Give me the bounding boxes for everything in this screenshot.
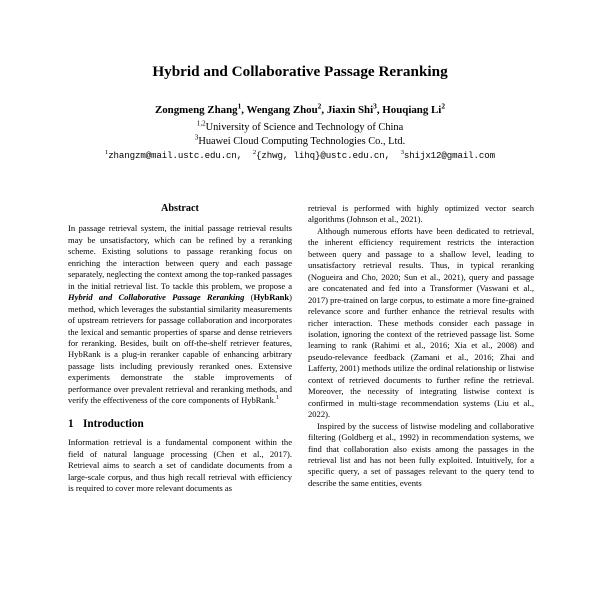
column-right [308,203,534,489]
abstract-heading: Abstract [161,203,199,214]
affiliation-list [0,121,600,148]
author-affiliation-marker: 2 [441,101,446,111]
email-address[interactable]: shijx12@gmail.com [403,150,495,161]
email-marker: 2 [252,148,257,156]
affiliation-item [0,135,600,149]
page-title: Hybrid and Collaborative Passage Reranking [152,63,448,80]
affiliation-name: University of Science and Technology of China [205,122,404,133]
author-name: Wengang Zhou [246,104,318,116]
section-heading-introduction [68,419,292,430]
affiliation-marker: 1,2 [196,119,206,128]
affiliation-name: Huawei Cloud Computing Technologies Co., Ltd. [198,135,406,147]
author-name: Zongmeng Zhang [154,104,238,116]
abstract-method-name-italic: Hybrid and Collaborative Passage Reranking [68,292,245,303]
email-marker: 1 [105,148,109,156]
section-number: 1 [68,417,74,430]
intro-paragraph-2: Although numerous efforts have been dedicated to retrieval, the inherent efficiency requirement restricts the interaction between query and passage to a shallow level, leading to unsatisfactory retrieval results. Thus, in typical reranking (Nogueira and Cho, 2020; Sun et al., 2021), query and passage are concatenated and fed into a Transformer (Vaswani et al., 2017) pre-trained on large corpus, to estimate a more fine-grained relevance score and further enhance the retrieval results with richer interaction. These methods consider each passage in isolation, ignoring the context of the retrieved passage list. Some learning to rank (Rahimi et al., 2016; Xia et al., 2008) and pseudo-relevance feedback (Zamani et al., 2016; Zhai and Lafferty, 2001) methods utilize the ordinal relationship or listwise context of retrieved documents to further refine the retrieval. Moreover, the necessity of integrating listwise context is confirmed in multi-stage recommendation systems (Liu et al., 2022). [308,225,534,420]
email-list [0,149,600,162]
abstract-body [68,223,292,406]
section-title: Introduction [83,417,144,430]
affiliation-marker: 3 [194,133,199,142]
affiliation-item [0,121,600,135]
abstract-text-part2: ( [244,292,254,303]
email-address[interactable]: {zhwg, lihq}@ustc.edu.cn, [256,150,390,161]
intro-paragraph-3: Inspired by the success of listwise modeling and collaborative filtering (Goldberg et al., 1992) in recommendation systems, we find that collaboration also exists among the passages in the retrieval list and has not been fully exploited. Intuitively, for a specific query, a set of passages relevant to the query tend to describe the same entities, events [308,420,534,488]
author-affiliation-marker: 3 [373,101,377,111]
abstract-text-part3: ) method, which leverages the substantial similarity measurements of upstream retrievers for passage collaboration and incorporates the lexical and semantic properties of sparse and dense retrievers for reranking. Besides, built on off-the-shelf retriever features, HybRank is a plug-in reranker capable of enhancing arbitrary passage lists including previously reranked ones. Extensive experiments demonstrate the stable improvements of performance over prevalent retrieval and reranking methods, and verify the effectiveness of the core components of HybRank. [68,292,293,406]
author-affiliation-marker: 2 [317,101,322,111]
author-name: Houqiang Li [382,104,442,116]
abstract-text-part1: In passage retrieval system, the initial passage retrieval results may be unsatisfactory, which can be refined by a reranking scheme. Existing solutions to passage reranking focus on enriching the interaction between query and each passage separately, neglecting the context among the top-ranked passages in the initial retrieval list. To tackle this problem, we propose a [68,223,292,291]
email-address[interactable]: zhangzm@mail.ustc.edu.cn, [108,150,243,161]
intro-paragraph-1-continued: retrieval is performed with highly optimized vector search algorithms (Johnson et al., 2021). [308,203,534,225]
abstract-method-name-bold: HybRank [253,292,290,303]
author-affiliation-marker: 1 [237,101,242,111]
introduction-paragraph-1: Information retrieval is a fundamental component within the field of natural language processing (Chen et al., 2017). Retrieval aims to search a set of candidate documents from a large-scale corpus, and thus high recall retrieval with efficiency is required to cover more relevant documents as [68,437,292,493]
email-marker: 3 [400,148,404,156]
author-name: Jiaxin Shi [326,104,374,116]
author-list: Zongmeng Zhang$^1$, Wengang Zhou$^2$, Jiaxin Shi$^3$, Houqiang Li$^2$ [154,101,446,116]
column-left [68,203,292,494]
abstract-footnote-marker: 1 [275,395,279,402]
